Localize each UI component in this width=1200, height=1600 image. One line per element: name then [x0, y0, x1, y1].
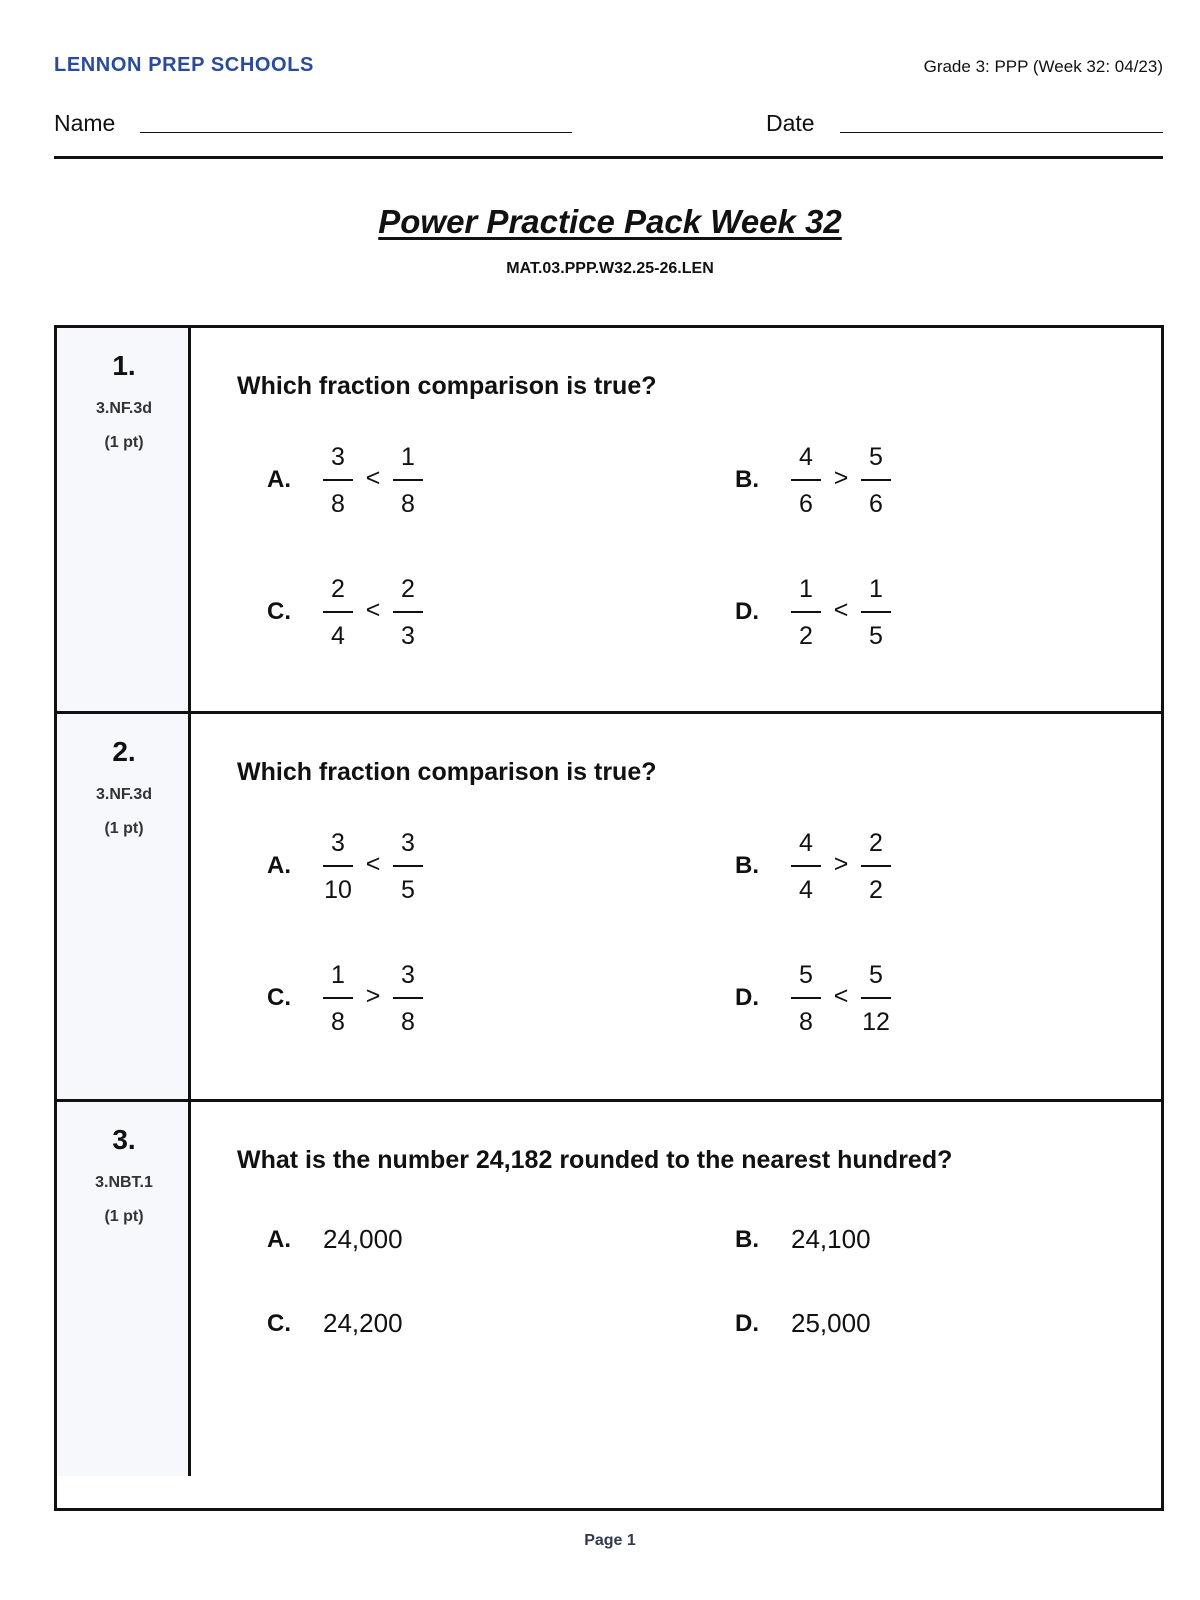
choice-value: 24,000 [323, 1224, 403, 1254]
question-sidebar [57, 328, 191, 711]
fraction-right: 5 12 [862, 961, 890, 1036]
page-number: Page 1 [584, 1532, 636, 1549]
name-label: Name [54, 110, 116, 136]
choice-letter: C. [267, 984, 291, 1011]
fraction-right: 5 6 [857, 440, 895, 521]
name-date-row [54, 110, 1163, 140]
question-sidebar [57, 714, 191, 1099]
fraction-left: 3 10 [324, 829, 352, 904]
choice-letter: B. [735, 852, 759, 879]
question-row [57, 1102, 1161, 1476]
question-number: 2. [112, 736, 136, 767]
header-divider [54, 156, 1163, 159]
comparison-operator: > [365, 982, 381, 1010]
fraction-right: 1 8 [389, 440, 427, 521]
choice-letter: D. [735, 984, 759, 1011]
choice-letter: A. [267, 1226, 291, 1253]
question-row [57, 714, 1161, 1102]
question-text: Which fraction comparison is true? [237, 372, 657, 400]
fraction-left: 3 8 [319, 440, 357, 521]
choice-letter: B. [735, 466, 759, 493]
fraction-left: 4 6 [787, 440, 825, 521]
document-code: MAT.03.PPP.W32.25-26.LEN [506, 260, 714, 277]
choice-letter: C. [267, 1310, 291, 1337]
grade-info: Grade 3: PPP (Week 32: 04/23) [923, 57, 1163, 76]
choice-letter: D. [735, 598, 759, 625]
choice-value: 24,100 [791, 1224, 871, 1254]
question-points: (1 pt) [104, 434, 144, 451]
choice-letter: A. [267, 852, 291, 879]
choice-letter: B. [735, 1226, 759, 1253]
question-standard: 3.NF.3d [95, 400, 152, 417]
fraction-right: 2 3 [389, 572, 427, 653]
fraction-right: 3 5 [389, 826, 427, 907]
name-write-line [140, 132, 572, 133]
date-write-line [840, 132, 1163, 133]
comparison-operator: < [833, 596, 849, 624]
question-table [54, 325, 1164, 1511]
question-points: (1 pt) [104, 1208, 144, 1225]
question-standard: 3.NF.3d [95, 786, 152, 803]
comparison-operator: < [365, 850, 381, 878]
fraction-right: 3 8 [389, 958, 427, 1039]
choice-letter: C. [267, 598, 291, 625]
choice-letter: A. [267, 466, 291, 493]
question-points: (1 pt) [104, 820, 144, 837]
question-text: What is the number 24,182 rounded to the nearest hundred? [237, 1146, 953, 1174]
comparison-operator: < [365, 464, 381, 492]
comparison-operator: > [833, 464, 849, 492]
question-standard: 3.NBT.1 [95, 1174, 153, 1191]
question-number: 3. [112, 1124, 136, 1155]
school-name: LENNON PREP SCHOOLS [54, 54, 314, 76]
date-label: Date [766, 110, 815, 136]
question-text: Which fraction comparison is true? [237, 758, 657, 786]
fraction-left: 5 8 [787, 958, 825, 1039]
choice-value: 25,000 [791, 1308, 871, 1338]
choice-letter: D. [735, 1310, 759, 1337]
fraction-left: 4 4 [787, 826, 825, 907]
fraction-right: 2 2 [857, 826, 895, 907]
fraction-right: 1 5 [857, 572, 895, 653]
page-title: Power Practice Pack Week 32 [378, 203, 842, 240]
fraction-left: 2 4 [319, 572, 357, 653]
fraction-left: 1 2 [787, 572, 825, 653]
question-number: 1. [112, 350, 136, 381]
question-sidebar [57, 1102, 191, 1476]
question-row [57, 328, 1161, 714]
comparison-operator: < [833, 982, 849, 1010]
comparison-operator: < [365, 596, 381, 624]
choice-value: 24,200 [323, 1308, 403, 1338]
fraction-left: 1 8 [319, 958, 357, 1039]
comparison-operator: > [833, 850, 849, 878]
